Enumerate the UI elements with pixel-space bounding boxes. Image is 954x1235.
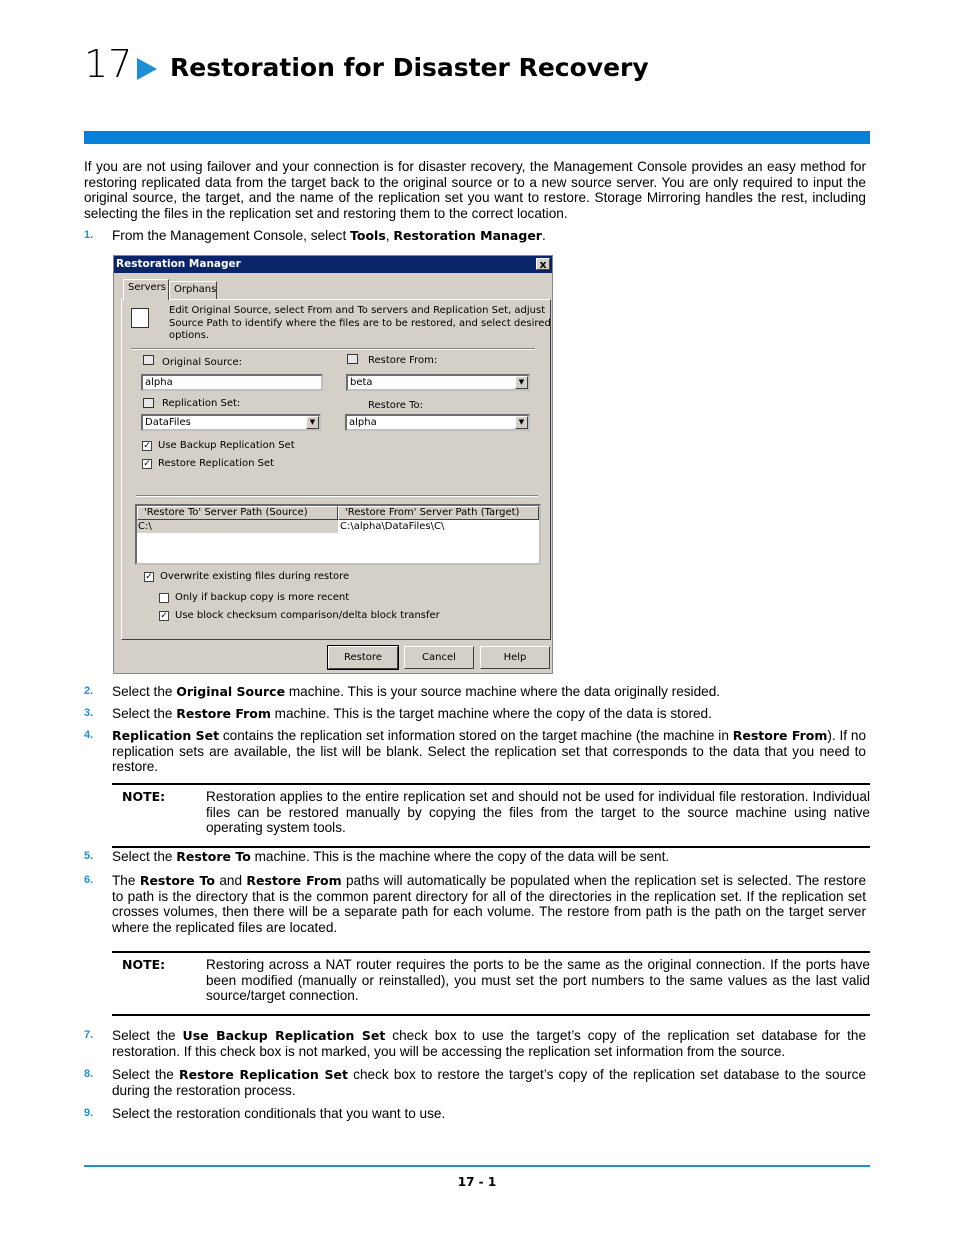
- step-text: ). If no replication sets are available, the list will be blank. Select the replication set that corresponds to the data that you need to restore.: [112, 728, 867, 774]
- step-text: and: [214, 873, 247, 888]
- step-1: [84, 228, 866, 244]
- step-text: Select the: [112, 849, 177, 864]
- step-text: Select the: [112, 1028, 183, 1043]
- note-text: Restoring across a NAT router requires the ports to be the same as the original connection. If the ports have been modified (manually or reinstalled), you must set the port numbers to the same values as the last valid source/target connection.: [206, 957, 870, 1003]
- chevron-down-icon[interactable]: ▼: [515, 416, 528, 429]
- restoration-manager-dialog: [113, 255, 553, 674]
- overwrite-label: Overwrite existing files during restore: [160, 571, 350, 582]
- divider: [136, 495, 538, 497]
- checksum-label: Use block checksum comparison/delta block transfer: [175, 610, 440, 621]
- ui-term: Restore To: [139, 873, 215, 888]
- step-text: Select the: [112, 684, 177, 699]
- step-7: [84, 1028, 866, 1059]
- step-text: machine. This is your source machine where the data originally resided.: [285, 684, 721, 699]
- use-backup-checkbox[interactable]: ✓: [143, 441, 151, 451]
- footer-rule: [84, 1165, 870, 1167]
- instructions-line: Source Path to identify where the files are to be restored, and select desired: [169, 317, 551, 329]
- step-text: The: [112, 873, 140, 888]
- replication-set-value: DataFiles: [145, 417, 191, 428]
- step-number: 4.: [84, 729, 94, 741]
- step-8: [84, 1067, 866, 1098]
- step-number: 2.: [84, 685, 94, 697]
- step-text: machine. This is the machine where the copy of the data will be sent.: [250, 849, 670, 864]
- overwrite-checkbox[interactable]: ✓: [145, 572, 153, 582]
- ui-term: Restore Replication Set: [179, 1067, 348, 1082]
- restore-from-value: beta: [350, 377, 373, 388]
- step-6: [84, 873, 866, 935]
- server-icon: [347, 354, 358, 364]
- restore-replication-set-label: Restore Replication Set: [158, 458, 275, 469]
- step-text: .: [541, 228, 546, 243]
- note-text: Restoration applies to the entire replication set and should not be used for individual file restoration. Individual files can be restored manually by copying the files from the target to the source machine using native operating system tools.: [206, 789, 870, 835]
- restore-to-select[interactable]: [345, 414, 530, 431]
- column-header-restore-from[interactable]: 'Restore From' Server Path (Target): [338, 506, 539, 520]
- ui-term: Use Backup Replication Set: [182, 1028, 386, 1043]
- step-3: [84, 706, 866, 722]
- chevron-down-icon[interactable]: ▼: [515, 376, 528, 389]
- chapter-title: Restoration for Disaster Recovery: [170, 53, 649, 82]
- replication-set-label: Replication Set:: [162, 398, 241, 409]
- note-box: [112, 783, 870, 848]
- ui-term: Replication Set: [112, 728, 220, 743]
- ui-term: Restore To: [176, 849, 251, 864]
- restore-from-label: Restore From:: [368, 355, 438, 366]
- close-icon[interactable]: x: [536, 258, 550, 270]
- only-if-recent-label: Only if backup copy is more recent: [175, 592, 350, 603]
- menu-tools: Tools: [350, 228, 386, 243]
- step-5: [84, 849, 866, 865]
- replication-set-icon: [143, 398, 154, 408]
- servers-panel: [121, 299, 551, 640]
- step-2: [84, 684, 866, 700]
- chapter-number: 17: [84, 42, 133, 86]
- step-number: 6.: [84, 874, 94, 886]
- tab-servers[interactable]: Servers: [123, 279, 169, 300]
- instructions-line: options.: [169, 330, 210, 341]
- help-button[interactable]: Help: [480, 646, 550, 669]
- replication-set-select[interactable]: [141, 414, 321, 431]
- checksum-checkbox[interactable]: ✓: [160, 611, 168, 621]
- step-text: machine. This is the target machine where the copy of the data is stored.: [270, 706, 712, 721]
- instructions-line: Edit Original Source, select From and To servers and Replication Set, adjust: [169, 305, 546, 316]
- restore-from-select[interactable]: [346, 374, 530, 391]
- tab-orphans[interactable]: Orphans: [169, 281, 217, 299]
- note-box: [112, 951, 870, 1016]
- chapter-arrow-icon: [137, 58, 157, 80]
- chevron-down-icon[interactable]: ▼: [306, 416, 319, 429]
- original-source-input[interactable]: alpha: [141, 374, 323, 391]
- ui-term: Restore From: [176, 706, 271, 721]
- table-cell[interactable]: C:\alpha\DataFiles\C\: [340, 521, 445, 532]
- note-label: NOTE:: [122, 957, 166, 972]
- header-rule: [84, 131, 870, 144]
- divider: [131, 348, 535, 350]
- table-cell[interactable]: C:\: [137, 520, 338, 533]
- restore-to-label: Restore To:: [368, 400, 424, 411]
- restore-to-value: alpha: [349, 417, 377, 428]
- step-text: check box to use the target’s copy of the replication set database for the restoration. If this check box is not marked, you will be accessing the replication set information from the source.: [112, 1028, 867, 1059]
- step-number: 9.: [84, 1107, 94, 1119]
- step-text: Select the restoration conditionals that you want to use.: [112, 1106, 446, 1121]
- instructions-text: [169, 305, 551, 343]
- ui-term: Restore From: [246, 873, 342, 888]
- column-header-restore-to[interactable]: 'Restore To' Server Path (Source): [137, 506, 338, 520]
- step-text: Select the: [112, 1067, 180, 1082]
- path-table: [135, 504, 541, 565]
- note-label: NOTE:: [122, 789, 166, 804]
- step-9: [84, 1106, 866, 1122]
- page-number: 17 - 1: [457, 1175, 497, 1189]
- step-number: 7.: [84, 1029, 94, 1041]
- use-backup-label: Use Backup Replication Set: [158, 440, 295, 451]
- ui-term: Original Source: [176, 684, 286, 699]
- restore-button[interactable]: Restore: [328, 646, 398, 669]
- step-text: check box to restore the target’s copy of the replication set database to the source during the restoration process.: [112, 1067, 867, 1098]
- step-text: paths will automatically be populated when the replication set is selected. The restore to path is the directory that is the common parent directory for all of the directories in the replication set. If the replication set crosses volumes, then there will be a separate path for each volume. The restore from path is the path on the target server where the replicated files are located.: [112, 873, 867, 935]
- step-text: From the Management Console, select: [112, 228, 351, 243]
- step-number: 5.: [84, 850, 94, 862]
- ui-term: Restore From: [732, 728, 828, 743]
- step-text: Select the: [112, 706, 177, 721]
- intro-paragraph: If you are not using failover and your connection is for disaster recovery, the Management Console provides an easy method for restoring replicated data from the target back to the original source or to a new source server. You are only required to input the original source, the target, and the name of the replication set you want to restore. Storage Mirroring handles the rest, including selecting the files in the replication set and restoring them to the correct location.: [84, 159, 866, 221]
- dialog-title-text: Restoration Manager: [116, 258, 241, 270]
- step-number: 3.: [84, 707, 94, 719]
- step-text: ,: [385, 228, 394, 243]
- dialog-title: [114, 256, 552, 273]
- only-if-recent-checkbox[interactable]: [159, 593, 169, 603]
- cancel-button[interactable]: Cancel: [404, 646, 474, 669]
- server-icon: [143, 355, 154, 365]
- step-4: [84, 728, 866, 775]
- computer-icon: [131, 308, 149, 328]
- restore-replication-set-checkbox[interactable]: ✓: [143, 459, 151, 469]
- step-number: 1.: [84, 229, 94, 241]
- original-source-label: Original Source:: [162, 357, 243, 368]
- step-number: 8.: [84, 1068, 94, 1080]
- menu-restoration-manager: Restoration Manager: [393, 228, 542, 243]
- step-text: contains the replication set information stored on the target machine (the machine in: [219, 728, 733, 743]
